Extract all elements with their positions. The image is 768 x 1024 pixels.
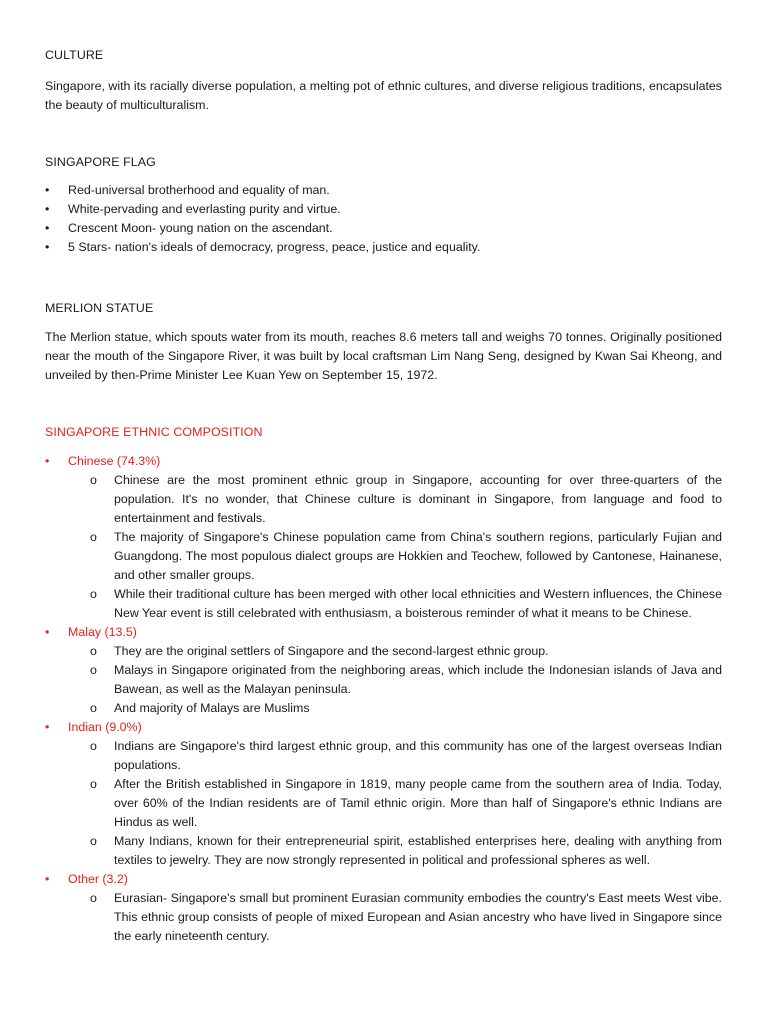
flag-heading: SINGAPORE FLAG [45,155,156,169]
circle-bullet-icon: o [90,777,97,791]
bullet-icon: • [45,872,50,886]
flag-item-red: • Red-universal brotherhood and equality of man. [45,181,722,200]
ethnic-group-list [45,452,722,946]
circle-bullet-icon: o [90,834,97,848]
list-item: o After the British established in Singapore in 1819, many people came from the southern area of India. Today, over 60% of the Indian residents are of Tamil ethnic origin. More than half of Singapore's ethnic Indians are Hindus as well. [90,777,722,829]
flag-list [45,181,722,257]
ethnic-points [45,471,722,623]
bullet-icon: • [45,202,50,216]
flag-item-moon: • Crescent Moon- young nation on the ascendant. [45,219,722,238]
merlion-paragraph: The Merlion statue, which spouts water from its mouth, reaches 8.6 meters tall and weighs 70 tonnes. Originally positioned near the mouth of the Singapore River, it was built by local craftsman Lim Nang Seng, designed by Kwan Sai Kheong, and unveiled by then-Prime Minister Lee Kuan Yew on September 15, 1972. [45,330,722,382]
ethnic-group-other [45,870,722,946]
list-item: o The majority of Singapore's Chinese population came from China's southern regions, particularly Fujian and Guangdong. The most populous dialect groups are Hokkien and Teochew, followed by Cantonese, Hainanese, and other smaller groups. [90,530,722,582]
ethnic-group-label: Other (3.2) [68,872,128,886]
culture-paragraph: Singapore, with its racially diverse population, a melting pot of ethnic cultures, and diverse religious traditions, encapsulates the beauty of multiculturalism. [45,79,722,112]
ethnic-points [45,737,722,870]
list-item: o While their traditional culture has been merged with other local ethnicities and Western influences, the Chinese New Year event is still celebrated with enthusiasm, a boisterous reminder of what it means to be Chinese. [90,587,722,620]
list-item: o Chinese are the most prominent ethnic group in Singapore, accounting for over three-quarters of the population. It's no wonder, that Chinese culture is dominant in Singapore, from language and food to entertainment and festivals. [90,473,722,525]
circle-bullet-icon: o [90,701,97,715]
bullet-icon: • [45,183,50,197]
ethnic-group-chinese [45,452,722,623]
list-item: o Malays in Singapore originated from the neighboring areas, which include the Indonesian islands of Java and Bawean, as well as the Malayan peninsula. [90,663,722,696]
bullet-icon: • [45,625,50,639]
ethnic-points [45,889,722,946]
circle-bullet-icon: o [90,587,97,601]
list-item: o Eurasian- Singapore's small but prominent Eurasian community embodies the country's East meets West vibe. This ethnic group consists of people of mixed European and Asian ancestry who have lived in Singapore since the early nineteenth century. [90,891,722,943]
circle-bullet-icon: o [90,891,97,905]
circle-bullet-icon: o [90,473,97,487]
ethnic-group-label: Malay (13.5) [68,625,137,639]
bullet-icon: • [45,720,50,734]
ethnic-group-label: Indian (9.0%) [68,720,142,734]
circle-bullet-icon: o [90,663,97,677]
circle-bullet-icon: o [90,739,97,753]
list-item: o Many Indians, known for their entrepreneurial spirit, established enterprises here, dealing with anything from textiles to jewelry. They are now strongly represented in political and professional spheres as well. [90,834,722,867]
ethnic-group-malay [45,623,722,718]
flag-item-stars: • 5 Stars- nation's ideals of democracy, progress, peace, justice and equality. [45,238,722,257]
ethnic-points [45,642,722,718]
culture-heading: CULTURE [45,48,104,62]
ethnic-group-label: Chinese (74.3%) [68,454,161,468]
bullet-icon: • [45,221,50,235]
flag-item-white: • White-pervading and everlasting purity and virtue. [45,200,722,219]
ethnic-heading: SINGAPORE ETHNIC COMPOSITION [45,425,263,439]
list-item: o They are the original settlers of Singapore and the second-largest ethnic group. [90,642,722,661]
list-item: o And majority of Malays are Muslims [90,699,722,718]
bullet-icon: • [45,240,50,254]
ethnic-group-indian [45,718,722,870]
circle-bullet-icon: o [90,530,97,544]
list-item: o Indians are Singapore's third largest ethnic group, and this community has one of the largest overseas Indian populations. [90,739,722,772]
bullet-icon: • [45,454,50,468]
circle-bullet-icon: o [90,644,97,658]
merlion-heading: MERLION STATUE [45,301,154,315]
